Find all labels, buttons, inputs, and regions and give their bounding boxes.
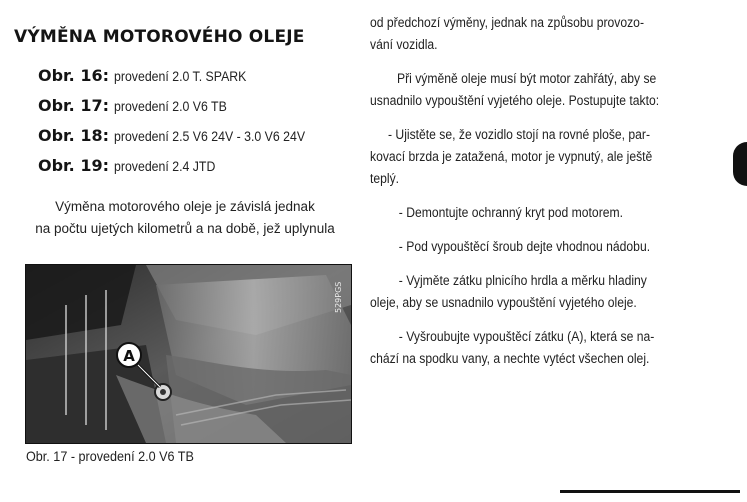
figure-number: Obr. 19: (38, 156, 109, 175)
text-line: chází na spodku vany, a nechte vytéct všechen olej. (370, 351, 650, 366)
figure-description: provedení 2.0 V6 TB (113, 98, 227, 114)
text-line: vání vozidla. (370, 37, 438, 52)
figure-item (38, 66, 331, 96)
text-line: - Vyšroubujte vypouštěcí zátku (A), která se na- (398, 329, 655, 344)
figure-list (38, 66, 331, 186)
figure-description: provedení 2.0 T. SPARK (113, 68, 247, 84)
engine-photo (25, 264, 352, 444)
text-line: - Pod vypouštěcí šroub dejte vhodnou nádobu. (398, 239, 651, 254)
text-line: kovací brzda je zatažená, motor je vypnutý, ale ještě (370, 149, 653, 164)
text-line: od předchozí výměny, jednak na způsobu provozo- (370, 15, 644, 30)
intro-paragraph (20, 196, 350, 240)
bottom-rule (560, 490, 740, 493)
figure-number: Obr. 16: (38, 66, 109, 85)
figure-item (38, 126, 331, 156)
figure-description: provedení 2.4 JTD (113, 158, 216, 174)
text-line: Při výměně oleje musí být motor zahřátý, aby se (397, 71, 657, 86)
photo-code: 529PGS (334, 281, 343, 313)
text-line: usnadnilo vypouštění vyjetého oleje. Postupujte takto: (370, 93, 660, 108)
text-line: oleje, aby se usnadnilo vypouštění vyjetého oleje. (370, 295, 637, 310)
engine-photo-drawing (26, 265, 351, 443)
section-thumb-tab (733, 142, 747, 186)
figure-number: Obr. 18: (38, 126, 109, 145)
figure-number: Obr. 17: (38, 96, 109, 115)
photo-caption: Obr. 17 - provedení 2.0 V6 TB (26, 448, 194, 464)
text-line: - Ujistěte se, že vozidlo stojí na rovné ploše, par- (388, 127, 651, 142)
text-line: na počtu ujetých kilometrů a na době, jež uplynula (35, 221, 335, 236)
text-line: Výměna motorového oleje je závislá jednak (55, 199, 315, 214)
callout-a-label: A (123, 347, 135, 365)
figure-item (38, 156, 331, 186)
figure-description: provedení 2.5 V6 24V - 3.0 V6 24V (113, 128, 306, 144)
text-line: - Demontujte ochranný kryt pod motorem. (398, 205, 623, 220)
right-column (370, 12, 738, 370)
text-line: - Vyjměte zátku plnicího hrdla a měrku hladiny (398, 273, 647, 288)
text-line: teplý. (370, 171, 400, 186)
figure-item (38, 96, 331, 126)
section-title: VÝMĚNA MOTOROVÉHO OLEJE (14, 27, 305, 47)
